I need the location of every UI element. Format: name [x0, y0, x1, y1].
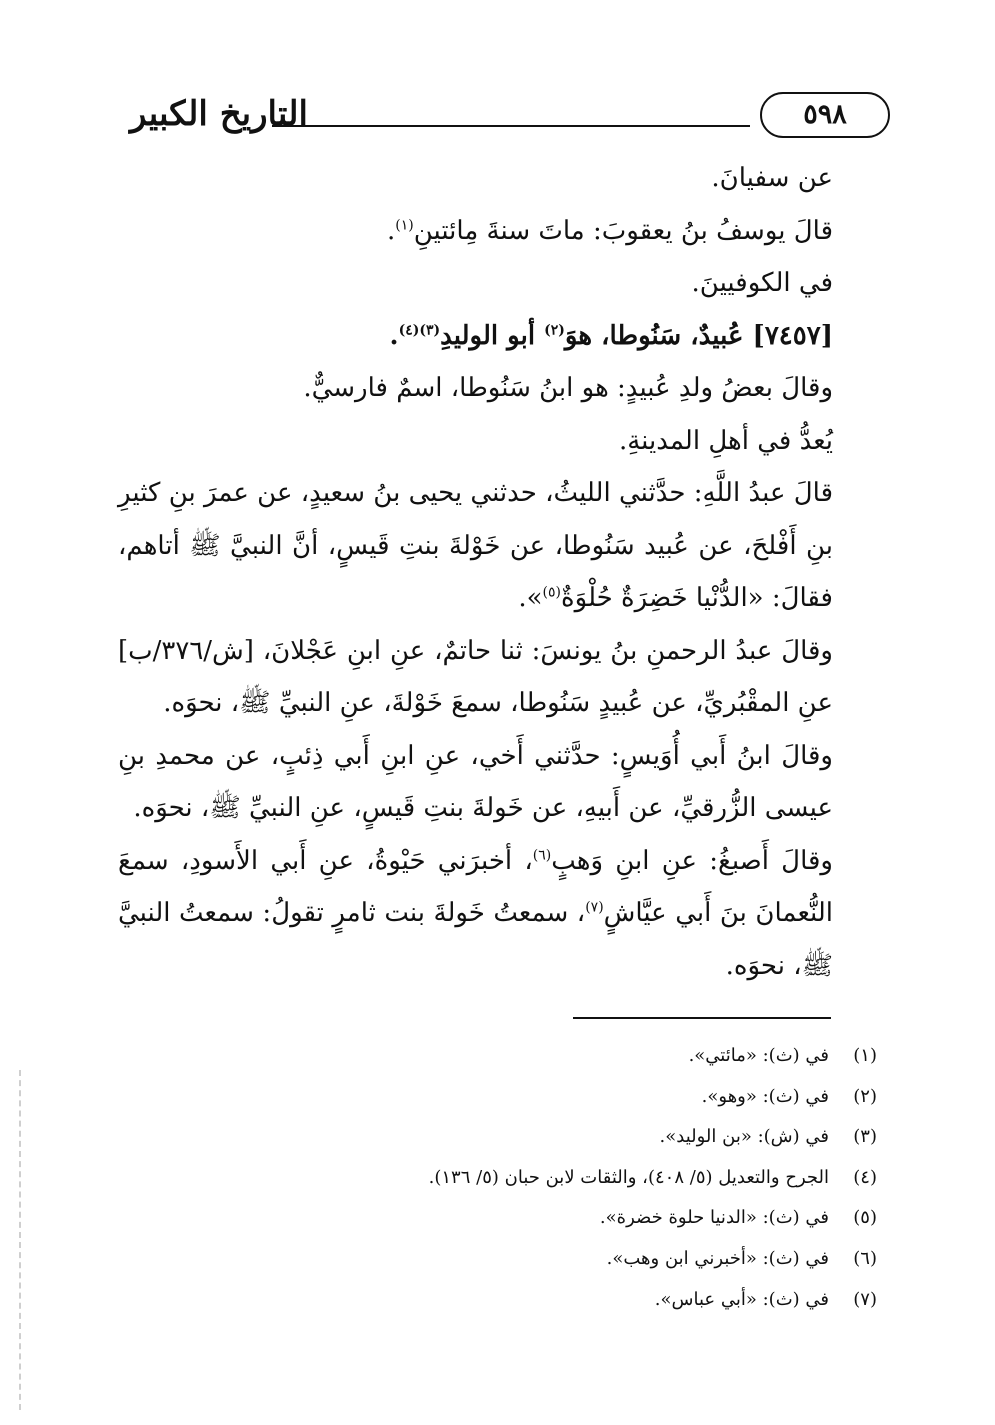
footnote-separator [573, 1017, 831, 1019]
page-number: ٥٩٨ [760, 92, 890, 138]
paragraph: عن سفيانَ. [711, 163, 833, 193]
paragraph: وقالَ ابنُ أَبي أُوَيسٍ: حدَّثني أَخي، عنِ ابنِ أَبي ذِئبٍ، عن محمدِ بنِ عيسى الزُّرقيِّ، عن أَبيهِ، عن خَولةَ بنتِ قَيسٍ، عنِ النبيِّ ﷺ، نحوَه. [118, 740, 833, 823]
footnotes [157, 1036, 877, 1320]
entry-heading: [٧٤٥٧] عُبيدٌ، سَنُوطا، هوَ$^{(٢)}$ أبو الوليدِ$^{(٣)(٤)}$. [389, 320, 833, 351]
paragraph: وقالَ بعضُ ولدِ عُبيدٍ: هو ابنُ سَنُوطا، اسمٌ فارسيٌّ. [303, 373, 833, 403]
footnote-text: الجرح والتعديل (٥/ ٤٠٨)، والثقات لابن حبان (٥/ ١٣٦). [428, 1166, 829, 1188]
footnote-number: (١) [853, 1045, 877, 1066]
footnote-ref: (٦) [532, 846, 552, 863]
footnote-text: في (ث): «مائتي». [688, 1045, 829, 1066]
footnote-item [157, 1239, 877, 1280]
book-title: التاريخ الكبير [130, 94, 308, 134]
header-rule [272, 125, 750, 127]
footnote-number: (٤) [853, 1166, 877, 1188]
paragraph: قالَ يوسفُ بنُ يعقوبَ: ماتَ سنةَ مِائتينِ$^{(١)}$. [386, 215, 833, 246]
footnote-ref: (١) [395, 216, 414, 233]
footnote-ref: (٧) [585, 899, 604, 916]
footnote-item [157, 1117, 877, 1158]
footnote-item [157, 1198, 877, 1239]
footnote-number: (٧) [853, 1288, 877, 1310]
footnote-item [157, 1077, 877, 1118]
footnote-item [157, 1280, 877, 1321]
footnote-ref: (٣)(٤) [398, 321, 441, 338]
footnote-text: في (ث): «الدنيا حلوة خضرة». [599, 1207, 829, 1229]
footnote-item [157, 1158, 877, 1199]
footnote-text: في (ث): «أخبرني ابن وهب». [606, 1247, 829, 1269]
footnote-number: (٦) [853, 1247, 877, 1269]
footnote-text: في (ث): «وهو». [701, 1085, 829, 1107]
paragraph: وقالَ عبدُ الرحمنِ بنُ يونسَ: ثنا حاتمٌ، عنِ ابنِ عَجْلانَ، [ش/٣٧٦/ب] عنِ المقْبُريِّ، عن عُبيدٍ سَنُوطا، سمعَ خَوْلةَ، عنِ النبيِّ ﷺ، نحوَه. [118, 635, 833, 718]
footnote-ref: (٢) [544, 321, 565, 338]
footnote-number: (٣) [853, 1126, 877, 1148]
paragraph: قالَ عبدُ اللَّهِ: حدَّثني الليثُ، حدثني يحيى بنُ سعيدٍ، عن عمرَ بنِ كثيرِ بنِ أَفْلحَ، عن عُبيد سَنُوطا، عن خَوْلةَ بنتِ قَيسٍ، أنَّ النبيَّ ﷺ أتاهم، فقالَ: «الدُّنْيا خَضِرَةٌ حُلْوَةٌ$^{(٥)}$». [118, 478, 833, 613]
footnote-text: في (ش): «بن الوليد». [659, 1126, 829, 1148]
page-header [130, 88, 890, 148]
footnote-text: في (ث): «أبي عباس». [654, 1288, 829, 1310]
paragraph: وقالَ أَصبغُ: عنِ ابنِ وَهبٍ$^{(٦)}$، أخبرَني حَيْوةُ، عنِ أَبي الأَسودِ، سمعَ النُّعمانَ بنَ أَبي عيَّاشٍ$^{(٧)}$، سمعتُ خَولةَ بنت ثامرٍ تقولُ: سمعتُ النبيَّ ﷺ، نحوَه. [118, 845, 833, 981]
scan-margin-mark [19, 1070, 21, 1410]
main-text [118, 152, 833, 992]
footnote-ref: (٥) [542, 584, 562, 601]
footnote-number: (٥) [853, 1207, 877, 1229]
footnote-item [157, 1036, 877, 1077]
footnote-number: (٢) [853, 1085, 877, 1107]
paragraph: في الكوفيينَ. [691, 268, 833, 298]
paragraph: يُعدُّ في أهلِ المدينةِ. [618, 425, 833, 456]
